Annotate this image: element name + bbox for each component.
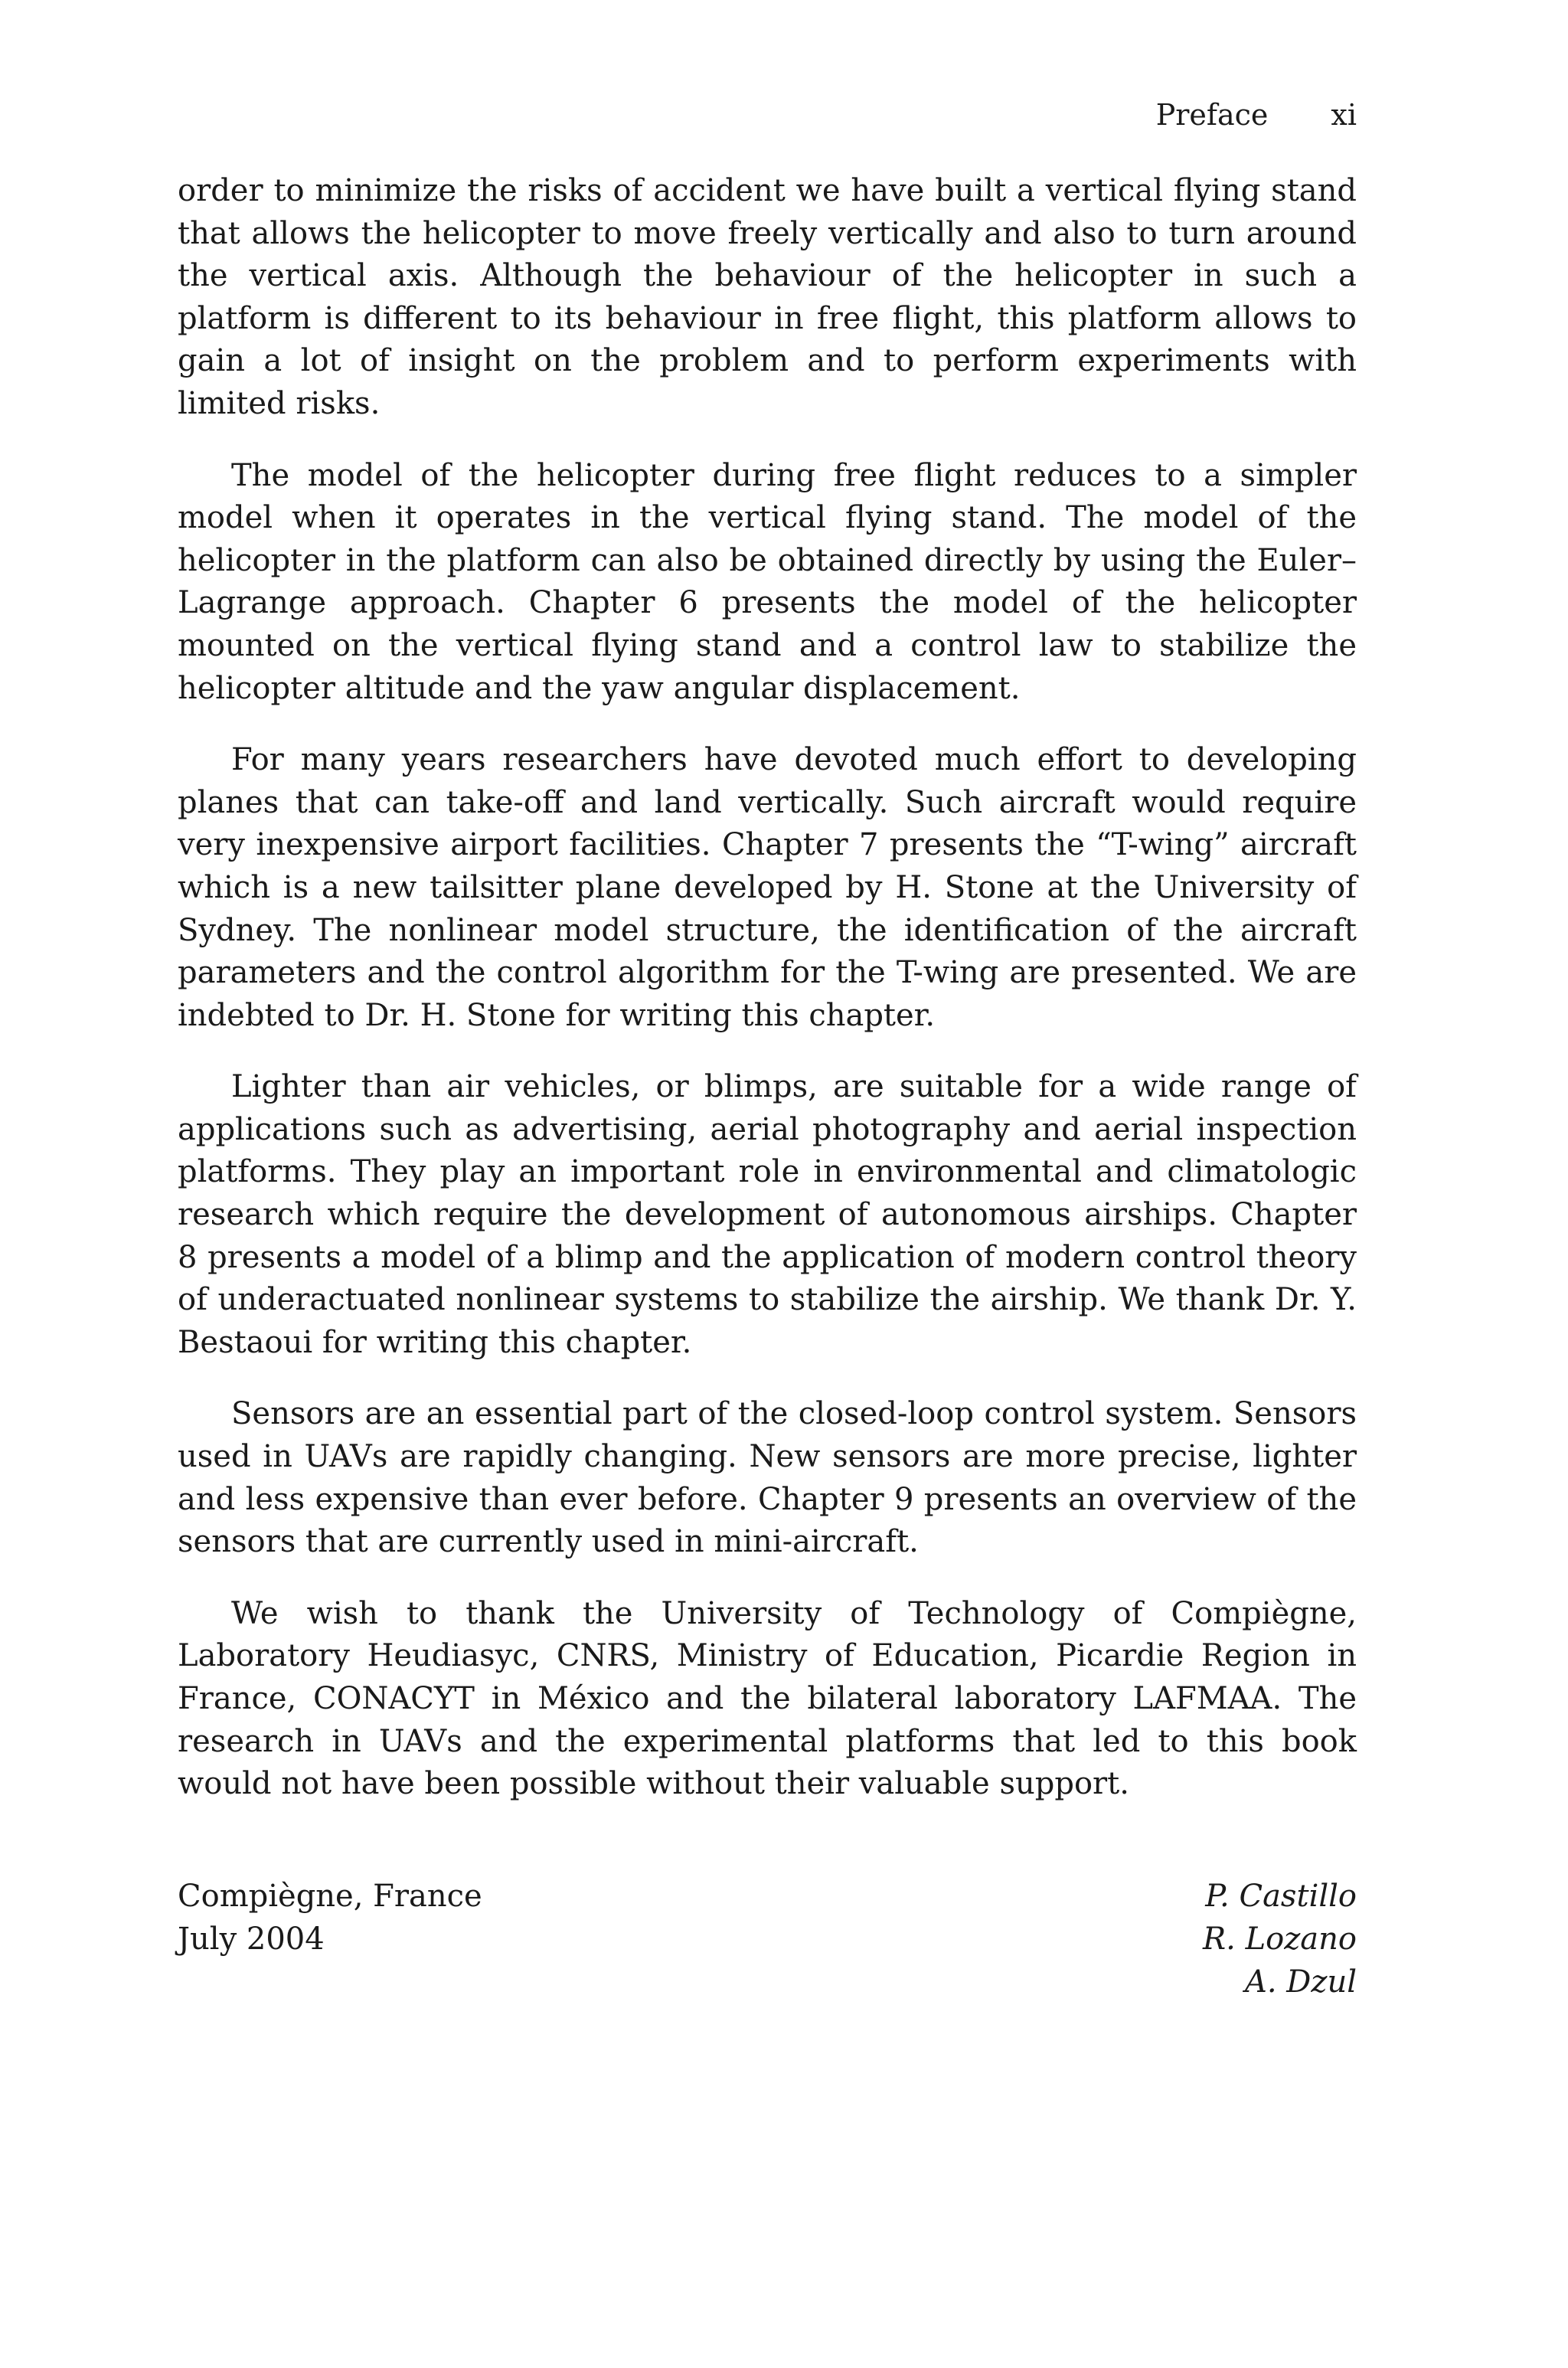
paragraph-t-wing: For many years researchers have devoted much effort to developing planes that can take-off and land vertically. Such aircraft would require very inexpensive airport facilities. Chapter 7 presents the “T-wing” aircraft which is a new tailsitter plane developed by H. Stone at the University of Sydney. The nonlinear model structure, the identification of the aircraft parameters and the control algorithm for the T-wing are presented. We are indebted to Dr. H. Stone for writing this chapter.: [178, 742, 1357, 1033]
signature-date: July 2004: [178, 1922, 325, 1957]
paragraph-sensors: Sensors are an essential part of the closed-loop control system. Sensors used in UAVs are rapidly changing. New sensors are more precise, lighter and less expensive than ever before. Chapter 9 presents an overview of the sensors that are currently used in mini-aircraft.: [178, 1396, 1357, 1560]
place-date: [178, 1875, 482, 2003]
paragraph-helicopter-model: The model of the helicopter during free flight reduces to a simpler model when it operates in the vertical flying stand. The model of the helicopter in the platform can also be obtained directly by using the Euler–Lagrange approach. Chapter 6 presents the model of the helicopter mounted on the vertical flying stand and a control law to stabilize the helicopter altitude and the yaw angular displacement.: [178, 457, 1357, 706]
running-head: [178, 93, 1357, 136]
author-list: [1203, 1875, 1357, 2003]
author-name: P. Castillo: [1205, 1879, 1357, 1914]
preface-body: [178, 170, 1357, 1835]
section-title: Preface: [1155, 98, 1269, 132]
author-name: A. Dzul: [1244, 1964, 1357, 2000]
signature-block: [178, 1875, 1357, 2003]
paragraph-continuation: order to minimize the risks of accident we have built a vertical flying stand that allows the helicopter to move freely vertically and also to turn around the vertical axis. Although the behaviour of the helicopter in such a platform is different to its behaviour in free flight, this platform allows to gain a lot of insight on the problem and to perform experiments with limited risks.: [178, 173, 1357, 421]
author-name: R. Lozano: [1203, 1922, 1357, 1957]
paragraph-acknowledgements: We wish to thank the University of Technology of Compiègne, Laboratory Heudiasyc, CNRS, Ministry of Education, Picardie Region in France, CONACYT in México and the bilateral laboratory LAFMAA. The research in UAVs and the experimental platforms that led to this book would not have been possible without their valuable support.: [178, 1595, 1357, 1802]
paragraph-blimps: Lighter than air vehicles, or blimps, are suitable for a wide range of applications such as advertising, aerial photography and aerial inspection platforms. They play an important role in environmental and climatologic research which require the development of autonomous airships. Chapter 8 presents a model of a blimp and the application of modern control theory of underactuated nonlinear systems to stabilize the airship. We thank Dr. Y. Bestaoui for writing this chapter.: [178, 1069, 1357, 1360]
page-number: xi: [1331, 98, 1357, 132]
signature-place: Compiègne, France: [178, 1879, 482, 1914]
